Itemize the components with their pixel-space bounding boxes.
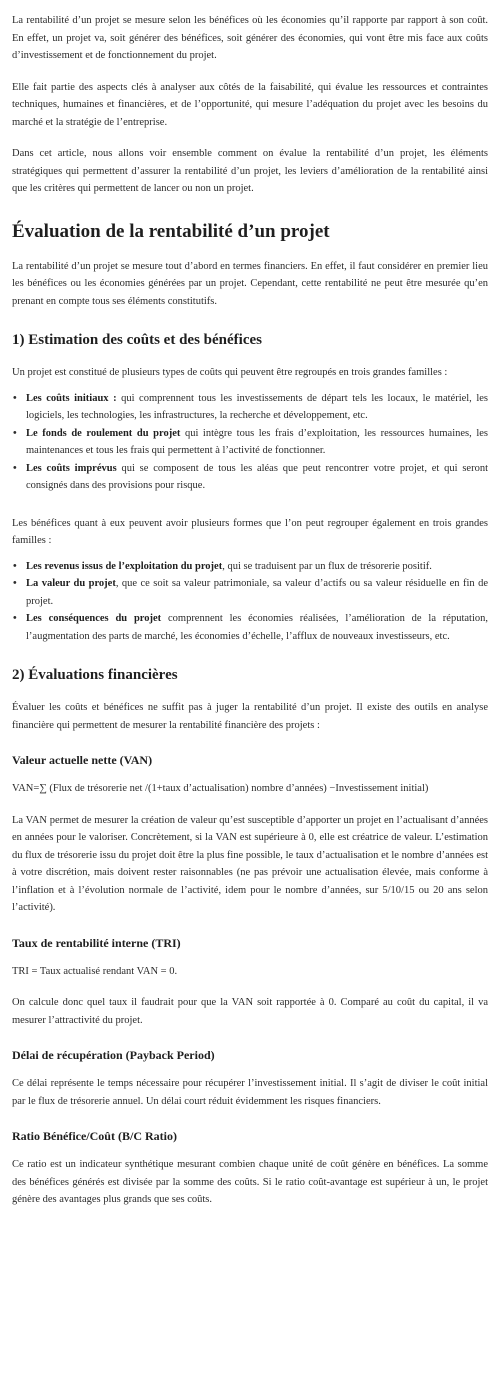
list-item bbox=[13, 610, 488, 645]
subheading-bc-ratio: Ratio Bénéfice/Coût (B/C Ratio) bbox=[12, 1129, 177, 1143]
intro-paragraph: Dans cet article, nous allons voir ensemble comment on évalue la rentabilité d’un projet, les éléments stratégiques qui permettent d’assurer la rentabilité d’un projet, les leviers d’amélioration de la rentabilité ainsi que les critères qui permettent de lancer ou non un projet. bbox=[12, 148, 488, 194]
list-item-text: , que ce soit sa valeur patrimoniale, sa valeur d’actifs ou sa valeur résiduelle en fin de projet. bbox=[26, 578, 488, 607]
benefits-intro-paragraph: Les bénéfices quant à eux peuvent avoir plusieurs formes que l’on peut regrouper également en trois grandes familles : bbox=[12, 517, 488, 546]
intro-paragraph: Elle fait partie des aspects clés à analyser aux côtés de la faisabilité, qui évalue les ressources et contraintes techniques, humaines et financières, et de l’opportunité, qui mesure l’adéquation du projet avec les besoins du marché et la stratégie de l’entreprise. bbox=[12, 81, 488, 128]
list-item-text: , qui se traduisent par un flux de trésorerie positif. bbox=[222, 560, 432, 572]
payback-paragraph: Ce délai représente le temps nécessaire pour récupérer l’investissement initial. Il s’agit de diviser le coût initial par le flux de trésorerie annuel. Un délai court réduit évidemment les risques financiers. bbox=[12, 1078, 488, 1107]
van-paragraph: La VAN permet de mesurer la création de valeur qu’est susceptible d’apporter un projet en l’actualisant d’années en années pour le valoriser. Concrètement, si la VAN est supérieure à 0, elle est créatrice de valeur. L’estimation du flux de trésorerie issu du projet doit être la plus fine possible, le taux d’actualisation et le nombre d’années est à votre discrétion, mais doivent rester raisonnables (ne pas prévoir une actualisation élevée, mais conforme à l’inflation et à l’évolution normale de l’activité, idem pour le nombre d’années, sur 5/10/15 ou 20 ans selon l’activité). bbox=[12, 814, 488, 913]
evaluation-paragraph: La rentabilité d’un projet se mesure tout d’abord en termes financiers. En effet, il faut considérer en premier lieu les bénéfices ou les économies générées par un projet. Cependant, cette rentabilité ne peut être mesurée qu’en prenant en compte tous ses éléments constitutifs. bbox=[12, 260, 488, 307]
costs-list bbox=[12, 390, 488, 495]
tri-paragraph: On calcule donc quel taux il faudrait pour que la VAN soit rapportée à 0. Comparé au coût du capital, il va mesurer l’attractivité du projet. bbox=[12, 997, 488, 1026]
bullet-icon: • bbox=[13, 560, 17, 572]
bc-ratio-paragraph: Ce ratio est un indicateur synthétique mesurant combien chaque unité de coût génère en bénéfices. La somme des bénéfices générés est divisée par la somme des coûts. Si le ratio coût-avantage est supérieur à un, le projet génère des avantages plus grands que ses coûts. bbox=[12, 1159, 488, 1205]
subheading-tri: Taux de rentabilité interne (TRI) bbox=[12, 935, 181, 950]
section-heading-financial: 2) Évaluations financières bbox=[12, 667, 178, 683]
bullet-icon: • bbox=[13, 578, 17, 589]
subheading-payback: Délai de récupération (Payback Period) bbox=[12, 1048, 215, 1062]
list-item-text: qui comprennent tous les investissements de départ tels les locaux, le matériel, les logiciels, les technologies, les infrastructures, la recherche et développement, etc. bbox=[26, 392, 488, 421]
van-formula: VAN=∑ (Flux de trésorerie net /(1+taux d’actualisation) nombre d’années) −Investissement initial) bbox=[12, 783, 429, 794]
benefits-list bbox=[12, 558, 488, 646]
intro-paragraph: La rentabilité d’un projet se mesure selon les bénéfices où les économies qu’il rapporte par rapport à son coût. En effet, un projet va, soit générer des bénéfices, soit générer des économies, qui vont être mis face aux coûts d’investissement et de fonctionnement du projet. bbox=[12, 15, 488, 61]
bullet-icon: • bbox=[13, 392, 17, 404]
list-item-bold: Les revenus issus de l’exploitation du projet bbox=[26, 560, 223, 572]
list-item bbox=[13, 460, 488, 495]
section-heading-evaluation: Évaluation de la rentabilité d’un projet bbox=[12, 220, 330, 242]
list-item-bold: La valeur du projet bbox=[26, 578, 116, 589]
bullet-icon: • bbox=[13, 462, 17, 474]
list-item bbox=[13, 558, 488, 576]
list-item-text: qui se composent de tous les aléas que peut rencontrer votre projet, et qui seront consignés dans des provisions pour risque. bbox=[26, 462, 488, 491]
list-item-bold: Le fonds de roulement du projet bbox=[26, 427, 181, 439]
list-item-bold: Les coûts initiaux : bbox=[26, 392, 117, 404]
list-item-bold: Les conséquences du projet bbox=[26, 613, 162, 624]
list-item-bold: Les coûts imprévus bbox=[26, 462, 117, 474]
bullet-icon: • bbox=[13, 613, 17, 624]
financial-intro-paragraph: Évaluer les coûts et bénéfices ne suffit pas à juger la rentabilité d’un projet. Il existe des outils en analyse financière qui permettent de mesurer la rentabilité financière des projets : bbox=[12, 702, 488, 731]
list-item-text: comprennent les économies réalisées, l’amélioration de la réputation, l’augmentation des parts de marché, les économies d’échelle, l’afflux de nouveaux investisseurs, etc. bbox=[26, 613, 488, 642]
subheading-van: Valeur actuelle nette (VAN) bbox=[12, 753, 153, 767]
bullet-icon: • bbox=[13, 427, 17, 439]
section-heading-costs-benefits: 1) Estimation des coûts et des bénéfices bbox=[12, 332, 262, 348]
list-item-text: qui intègre tous les frais d’exploitation, les ressources humaines, les maintenances et tous les frais qui permettent à l’activité de fonctionner. bbox=[26, 427, 488, 456]
tri-formula: TRI = Taux actualisé rendant VAN = 0. bbox=[12, 965, 178, 977]
list-item bbox=[13, 390, 488, 425]
list-item bbox=[13, 575, 488, 610]
list-item bbox=[13, 425, 488, 460]
costs-intro-paragraph: Un projet est constitué de plusieurs types de coûts qui peuvent être regroupés en trois grandes familles : bbox=[12, 367, 448, 378]
